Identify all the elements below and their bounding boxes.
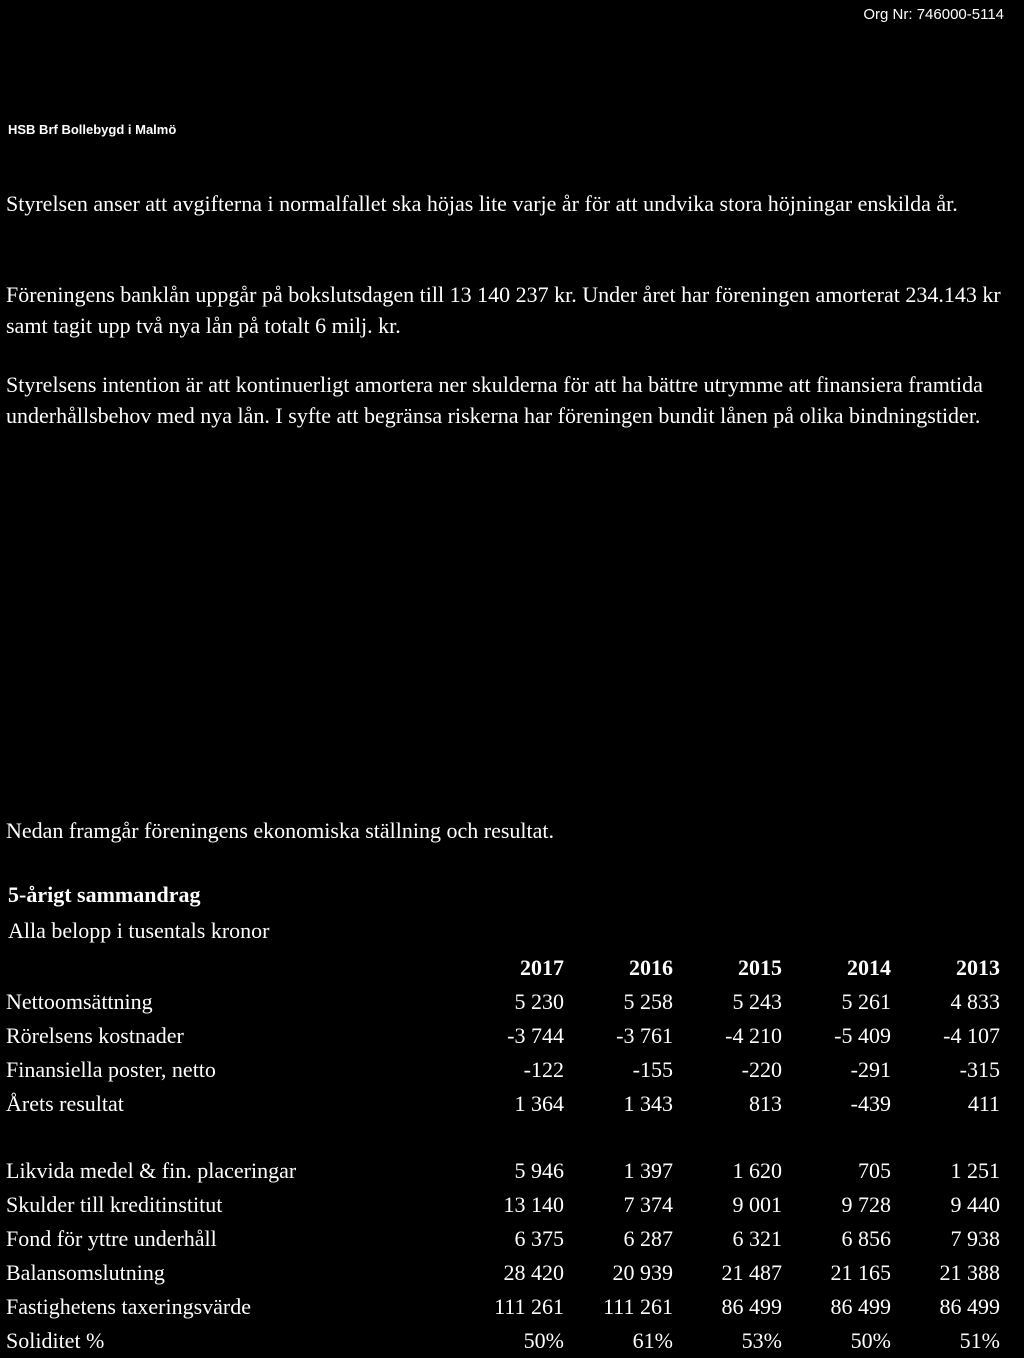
cell-value: 1 343 xyxy=(623,1091,673,1116)
row-label: Soliditet % xyxy=(6,1328,105,1353)
cell-value: 86 499 xyxy=(830,1294,891,1319)
table-header-row xyxy=(6,951,1000,985)
cell-value: 1 364 xyxy=(514,1091,564,1116)
cell-value: -122 xyxy=(523,1057,564,1082)
cell-value: 6 287 xyxy=(623,1226,673,1251)
org-number: Org Nr: 746000-5114 xyxy=(863,6,1004,23)
cell-value: 51% xyxy=(959,1328,1000,1353)
cell-value: 28 420 xyxy=(503,1260,564,1285)
table-row xyxy=(6,1154,1000,1188)
row-label: Skulder till kreditinstitut xyxy=(6,1192,223,1217)
year-header: 2016 xyxy=(629,955,673,980)
table-row xyxy=(6,1324,1000,1358)
cell-value: 9 728 xyxy=(841,1192,891,1217)
cell-value: 50% xyxy=(850,1328,891,1353)
cell-value: 6 856 xyxy=(841,1226,891,1251)
year-header: 2014 xyxy=(847,955,891,980)
cell-value: 20 939 xyxy=(612,1260,673,1285)
cell-value: 61% xyxy=(632,1328,673,1353)
spacer-cell xyxy=(6,1121,1000,1154)
row-label: Nettoomsättning xyxy=(6,989,153,1014)
cell-value: 86 499 xyxy=(939,1294,1000,1319)
row-label: Rörelsens kostnader xyxy=(6,1023,184,1048)
row-label: Likvida medel & fin. placeringar xyxy=(6,1158,297,1183)
table-row xyxy=(6,1053,1000,1087)
cell-value: 50% xyxy=(523,1328,564,1353)
cell-value: 21 388 xyxy=(939,1260,1000,1285)
cell-value: 5 261 xyxy=(841,989,891,1014)
cell-value: 9 001 xyxy=(732,1192,782,1217)
cell-value: 6 321 xyxy=(732,1226,782,1251)
table-row xyxy=(6,1087,1000,1121)
cell-value: 13 140 xyxy=(503,1192,564,1217)
cell-value: 21 487 xyxy=(721,1260,782,1285)
row-label: Fond för yttre underhåll xyxy=(6,1226,217,1251)
row-label: Fastighetens taxeringsvärde xyxy=(6,1294,251,1319)
row-label: Årets resultat xyxy=(6,1091,124,1116)
paragraph-fee-policy: Styrelsen anser att avgifterna i normalfallet ska höjas lite varje år för att undvika stora höjningar enskilda år. xyxy=(6,191,958,216)
cell-value: -3 761 xyxy=(616,1023,673,1048)
cell-value: -3 744 xyxy=(507,1023,564,1048)
header-spacer xyxy=(6,951,447,985)
summary-subtitle: Alla belopp i tusentals kronor xyxy=(8,918,270,943)
cell-value: -220 xyxy=(741,1057,782,1082)
table-row xyxy=(6,1256,1000,1290)
cell-value: 5 243 xyxy=(732,989,782,1014)
cell-value: 1 251 xyxy=(950,1158,1000,1183)
paragraph-bank-loans: Föreningens banklån uppgår på bokslutsdagen till 13 140 237 kr. Under året har föreningen amorterat 234.143 kr samt tagit upp två nya lån på totalt 6 milj. kr. xyxy=(6,282,1001,338)
cell-value: 21 165 xyxy=(830,1260,891,1285)
paragraph-summary-intro: Nedan framgår föreningens ekonomiska ställning och resultat. xyxy=(6,818,555,843)
table-row xyxy=(6,985,1000,1019)
cell-value: 111 261 xyxy=(603,1294,673,1319)
cell-value: -5 409 xyxy=(834,1023,891,1048)
cell-value: 5 230 xyxy=(514,989,564,1014)
summary-title: 5-årigt sammandrag xyxy=(8,882,201,907)
cell-value: -439 xyxy=(850,1091,891,1116)
cell-value: -315 xyxy=(959,1057,1000,1082)
row-label: Balansomslutning xyxy=(6,1260,165,1285)
cell-value: 1 397 xyxy=(623,1158,673,1183)
cell-value: -291 xyxy=(850,1057,891,1082)
row-label: Finansiella poster, netto xyxy=(6,1057,216,1082)
cell-value: 813 xyxy=(749,1091,782,1116)
cell-value: 53% xyxy=(741,1328,782,1353)
year-header: 2013 xyxy=(956,955,1000,980)
table-row xyxy=(6,1222,1000,1256)
five-year-summary-table xyxy=(6,951,1000,1358)
cell-value: -155 xyxy=(632,1057,673,1082)
organization-name: HSB Brf Bollebygd i Malmö xyxy=(8,122,177,137)
cell-value: 705 xyxy=(858,1158,891,1183)
year-header: 2017 xyxy=(520,955,564,980)
cell-value: -4 210 xyxy=(725,1023,782,1048)
table-row xyxy=(6,1019,1000,1053)
paragraph-amortization-intent: Styrelsens intention är att kontinuerligt amortera ner skulderna för att ha bättre utrymme att finansiera framtida underhållsbehov med nya lån. I syfte att begränsa riskerna har föreningen bundit lånen på olika bindningstider. xyxy=(6,372,983,428)
cell-value: 6 375 xyxy=(514,1226,564,1251)
table-row xyxy=(6,1188,1000,1222)
cell-value: 1 620 xyxy=(732,1158,782,1183)
cell-value: 411 xyxy=(967,1091,1000,1116)
cell-value: -4 107 xyxy=(943,1023,1000,1048)
year-header: 2015 xyxy=(738,955,782,980)
cell-value: 4 833 xyxy=(950,989,1000,1014)
cell-value: 5 258 xyxy=(623,989,673,1014)
table-row xyxy=(6,1290,1000,1324)
table-spacer-row xyxy=(6,1121,1000,1154)
cell-value: 5 946 xyxy=(514,1158,564,1183)
cell-value: 7 938 xyxy=(950,1226,1000,1251)
cell-value: 86 499 xyxy=(721,1294,782,1319)
cell-value: 9 440 xyxy=(950,1192,1000,1217)
cell-value: 7 374 xyxy=(623,1192,673,1217)
cell-value: 111 261 xyxy=(494,1294,564,1319)
